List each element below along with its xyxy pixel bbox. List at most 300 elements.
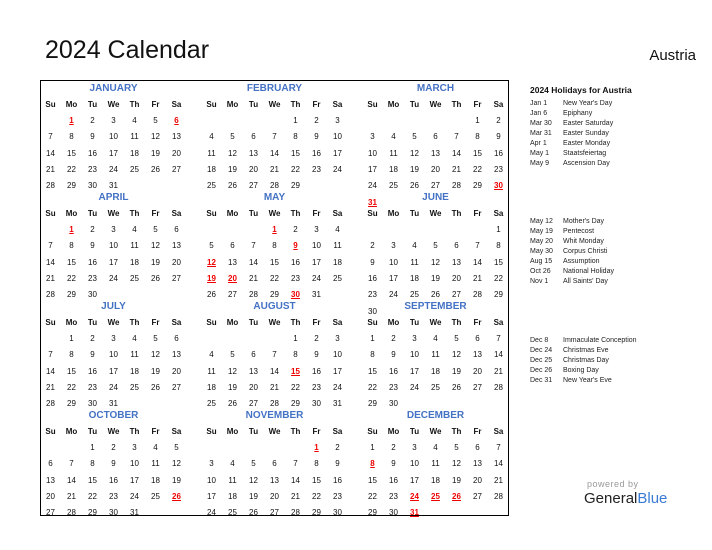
day-cell[interactable]: 5	[153, 225, 158, 234]
day-cell[interactable]: 6	[475, 334, 480, 343]
day-cell[interactable]: 21	[494, 475, 503, 485]
day-cell[interactable]: 13	[249, 366, 258, 376]
day-cell[interactable]: 7	[475, 241, 480, 251]
day-cell[interactable]: 3	[111, 334, 116, 343]
day-cell[interactable]: 7	[251, 241, 256, 251]
day-cell[interactable]: 30	[333, 508, 342, 518]
day-cell[interactable]: 9	[314, 132, 319, 142]
holiday-day[interactable]: 26	[452, 491, 461, 501]
day-cell[interactable]: 7	[272, 132, 277, 142]
day-cell[interactable]: 3	[314, 225, 319, 234]
day-cell[interactable]: 3	[132, 443, 137, 452]
day-cell[interactable]: 5	[209, 241, 214, 251]
day-cell[interactable]: 24	[333, 164, 342, 174]
day-cell[interactable]: 12	[249, 475, 258, 485]
day-cell[interactable]: 12	[452, 459, 461, 469]
day-cell[interactable]: 6	[272, 459, 277, 469]
day-cell[interactable]: 17	[389, 273, 398, 283]
day-cell[interactable]: 22	[312, 491, 321, 501]
day-cell[interactable]: 11	[389, 148, 398, 158]
day-cell[interactable]: 12	[151, 132, 160, 142]
holiday-day[interactable]: 1	[69, 225, 74, 234]
day-cell[interactable]: 25	[389, 181, 398, 191]
holiday-day[interactable]: 6	[174, 116, 179, 125]
day-cell[interactable]: 11	[207, 366, 216, 376]
day-cell[interactable]: 9	[370, 257, 375, 267]
day-cell[interactable]: 7	[293, 459, 298, 469]
day-cell[interactable]: 27	[452, 290, 461, 300]
day-cell[interactable]: 18	[130, 257, 139, 267]
day-cell[interactable]: 15	[368, 475, 377, 485]
day-cell[interactable]: 2	[370, 241, 375, 251]
day-cell[interactable]: 3	[391, 241, 396, 251]
day-cell[interactable]: 26	[249, 508, 258, 518]
day-cell[interactable]: 25	[228, 508, 237, 518]
day-cell[interactable]: 19	[410, 164, 419, 174]
day-cell[interactable]: 9	[496, 132, 501, 142]
day-cell[interactable]: 29	[291, 181, 300, 191]
day-cell[interactable]: 24	[130, 491, 139, 501]
day-cell[interactable]: 11	[333, 241, 342, 251]
day-cell[interactable]: 22	[291, 164, 300, 174]
day-cell[interactable]: 18	[389, 164, 398, 174]
day-cell[interactable]: 13	[172, 132, 181, 142]
day-cell[interactable]: 21	[270, 164, 279, 174]
day-cell[interactable]: 5	[153, 116, 158, 125]
day-cell[interactable]: 23	[333, 491, 342, 501]
day-cell[interactable]: 4	[433, 334, 438, 343]
day-cell[interactable]: 18	[207, 382, 216, 392]
day-cell[interactable]: 14	[291, 475, 300, 485]
day-cell[interactable]: 27	[228, 290, 237, 300]
day-cell[interactable]: 21	[452, 164, 461, 174]
holiday-day[interactable]: 31	[368, 197, 377, 207]
day-cell[interactable]: 11	[228, 475, 237, 485]
day-cell[interactable]: 2	[293, 225, 298, 234]
day-cell[interactable]: 4	[132, 334, 137, 343]
day-cell[interactable]: 20	[249, 164, 258, 174]
day-cell[interactable]: 24	[368, 181, 377, 191]
day-cell[interactable]: 18	[130, 366, 139, 376]
day-cell[interactable]: 21	[270, 382, 279, 392]
day-cell[interactable]: 17	[312, 257, 321, 267]
day-cell[interactable]: 5	[412, 132, 417, 142]
day-cell[interactable]: 12	[151, 350, 160, 360]
day-cell[interactable]: 8	[496, 241, 501, 251]
day-cell[interactable]: 10	[333, 350, 342, 360]
day-cell[interactable]: 23	[312, 164, 321, 174]
day-cell[interactable]: 27	[172, 164, 181, 174]
day-cell[interactable]: 27	[46, 508, 55, 518]
day-cell[interactable]: 27	[249, 399, 258, 409]
day-cell[interactable]: 13	[46, 475, 55, 485]
holiday-day[interactable]: 30	[291, 290, 300, 300]
day-cell[interactable]: 2	[391, 334, 396, 343]
day-cell[interactable]: 27	[270, 508, 279, 518]
day-cell[interactable]: 15	[494, 257, 503, 267]
day-cell[interactable]: 12	[228, 148, 237, 158]
day-cell[interactable]: 22	[494, 273, 503, 283]
day-cell[interactable]: 29	[368, 399, 377, 409]
day-cell[interactable]: 24	[333, 382, 342, 392]
day-cell[interactable]: 18	[207, 164, 216, 174]
day-cell[interactable]: 24	[410, 382, 419, 392]
day-cell[interactable]: 19	[151, 366, 160, 376]
day-cell[interactable]: 5	[454, 334, 459, 343]
day-cell[interactable]: 3	[209, 459, 214, 469]
day-cell[interactable]: 17	[109, 366, 118, 376]
day-cell[interactable]: 29	[67, 290, 76, 300]
day-cell[interactable]: 13	[172, 241, 181, 251]
day-cell[interactable]: 28	[291, 508, 300, 518]
day-cell[interactable]: 10	[410, 350, 419, 360]
day-cell[interactable]: 30	[88, 399, 97, 409]
day-cell[interactable]: 19	[452, 366, 461, 376]
day-cell[interactable]: 24	[109, 273, 118, 283]
day-cell[interactable]: 31	[109, 181, 118, 191]
day-cell[interactable]: 17	[130, 475, 139, 485]
day-cell[interactable]: 11	[130, 350, 139, 360]
day-cell[interactable]: 13	[249, 148, 258, 158]
day-cell[interactable]: 16	[494, 148, 503, 158]
day-cell[interactable]: 1	[370, 443, 375, 452]
day-cell[interactable]: 24	[109, 382, 118, 392]
holiday-day[interactable]: 9	[293, 241, 298, 251]
day-cell[interactable]: 9	[90, 132, 95, 142]
day-cell[interactable]: 7	[69, 459, 74, 469]
day-cell[interactable]: 17	[333, 366, 342, 376]
day-cell[interactable]: 12	[172, 459, 181, 469]
day-cell[interactable]: 6	[230, 241, 235, 251]
day-cell[interactable]: 20	[249, 382, 258, 392]
day-cell[interactable]: 3	[335, 116, 340, 125]
day-cell[interactable]: 28	[494, 382, 503, 392]
day-cell[interactable]: 8	[90, 459, 95, 469]
day-cell[interactable]: 20	[172, 257, 181, 267]
day-cell[interactable]: 4	[391, 132, 396, 142]
day-cell[interactable]: 15	[312, 475, 321, 485]
day-cell[interactable]: 25	[151, 491, 160, 501]
day-cell[interactable]: 15	[270, 257, 279, 267]
day-cell[interactable]: 6	[174, 225, 179, 234]
day-cell[interactable]: 1	[69, 334, 74, 343]
day-cell[interactable]: 26	[228, 181, 237, 191]
day-cell[interactable]: 21	[249, 273, 258, 283]
day-cell[interactable]: 25	[130, 164, 139, 174]
day-cell[interactable]: 25	[410, 290, 419, 300]
day-cell[interactable]: 30	[389, 399, 398, 409]
day-cell[interactable]: 14	[452, 148, 461, 158]
day-cell[interactable]: 1	[475, 116, 480, 125]
day-cell[interactable]: 10	[410, 459, 419, 469]
day-cell[interactable]: 1	[496, 225, 501, 234]
day-cell[interactable]: 22	[67, 164, 76, 174]
day-cell[interactable]: 12	[228, 366, 237, 376]
day-cell[interactable]: 10	[109, 241, 118, 251]
day-cell[interactable]: 17	[410, 475, 419, 485]
day-cell[interactable]: 8	[293, 132, 298, 142]
day-cell[interactable]: 8	[314, 459, 319, 469]
day-cell[interactable]: 20	[431, 164, 440, 174]
day-cell[interactable]: 27	[249, 181, 258, 191]
day-cell[interactable]: 30	[368, 306, 377, 316]
day-cell[interactable]: 18	[333, 257, 342, 267]
day-cell[interactable]: 18	[228, 491, 237, 501]
day-cell[interactable]: 17	[207, 491, 216, 501]
day-cell[interactable]: 4	[209, 350, 214, 360]
day-cell[interactable]: 10	[207, 475, 216, 485]
day-cell[interactable]: 12	[151, 241, 160, 251]
day-cell[interactable]: 26	[228, 399, 237, 409]
day-cell[interactable]: 26	[207, 290, 216, 300]
day-cell[interactable]: 14	[249, 257, 258, 267]
day-cell[interactable]: 13	[473, 459, 482, 469]
day-cell[interactable]: 22	[270, 273, 279, 283]
day-cell[interactable]: 9	[335, 459, 340, 469]
day-cell[interactable]: 15	[67, 148, 76, 158]
day-cell[interactable]: 11	[130, 241, 139, 251]
day-cell[interactable]: 24	[312, 273, 321, 283]
day-cell[interactable]: 9	[391, 350, 396, 360]
day-cell[interactable]: 3	[370, 132, 375, 142]
day-cell[interactable]: 8	[69, 350, 74, 360]
holiday-day[interactable]: 19	[207, 273, 216, 283]
day-cell[interactable]: 13	[172, 350, 181, 360]
day-cell[interactable]: 9	[314, 350, 319, 360]
day-cell[interactable]: 17	[333, 148, 342, 158]
day-cell[interactable]: 5	[230, 132, 235, 142]
day-cell[interactable]: 5	[433, 241, 438, 251]
day-cell[interactable]: 26	[431, 290, 440, 300]
day-cell[interactable]: 16	[88, 257, 97, 267]
day-cell[interactable]: 23	[494, 164, 503, 174]
day-cell[interactable]: 28	[249, 290, 258, 300]
day-cell[interactable]: 8	[293, 350, 298, 360]
day-cell[interactable]: 16	[312, 148, 321, 158]
day-cell[interactable]: 23	[88, 164, 97, 174]
day-cell[interactable]: 20	[270, 491, 279, 501]
holiday-day[interactable]: 1	[272, 225, 277, 234]
day-cell[interactable]: 28	[473, 290, 482, 300]
day-cell[interactable]: 29	[67, 181, 76, 191]
day-cell[interactable]: 2	[496, 116, 501, 125]
day-cell[interactable]: 10	[130, 459, 139, 469]
day-cell[interactable]: 11	[431, 350, 440, 360]
day-cell[interactable]: 11	[431, 459, 440, 469]
day-cell[interactable]: 1	[293, 116, 298, 125]
day-cell[interactable]: 5	[153, 334, 158, 343]
day-cell[interactable]: 21	[46, 164, 55, 174]
day-cell[interactable]: 23	[88, 382, 97, 392]
day-cell[interactable]: 9	[90, 241, 95, 251]
day-cell[interactable]: 28	[452, 181, 461, 191]
day-cell[interactable]: 11	[410, 257, 419, 267]
day-cell[interactable]: 11	[130, 132, 139, 142]
day-cell[interactable]: 10	[109, 132, 118, 142]
day-cell[interactable]: 28	[46, 399, 55, 409]
day-cell[interactable]: 19	[151, 148, 160, 158]
day-cell[interactable]: 30	[88, 290, 97, 300]
day-cell[interactable]: 18	[431, 475, 440, 485]
day-cell[interactable]: 11	[151, 459, 160, 469]
holiday-day[interactable]: 1	[69, 116, 74, 125]
day-cell[interactable]: 8	[475, 132, 480, 142]
day-cell[interactable]: 1	[90, 443, 95, 452]
day-cell[interactable]: 10	[333, 132, 342, 142]
day-cell[interactable]: 29	[291, 399, 300, 409]
day-cell[interactable]: 18	[151, 475, 160, 485]
day-cell[interactable]: 9	[391, 459, 396, 469]
day-cell[interactable]: 26	[452, 382, 461, 392]
day-cell[interactable]: 3	[412, 443, 417, 452]
holiday-day[interactable]: 15	[291, 366, 300, 376]
day-cell[interactable]: 31	[109, 399, 118, 409]
day-cell[interactable]: 7	[48, 350, 53, 360]
day-cell[interactable]: 20	[452, 273, 461, 283]
day-cell[interactable]: 10	[312, 241, 321, 251]
day-cell[interactable]: 8	[69, 132, 74, 142]
day-cell[interactable]: 23	[368, 290, 377, 300]
day-cell[interactable]: 14	[46, 257, 55, 267]
day-cell[interactable]: 14	[473, 257, 482, 267]
day-cell[interactable]: 26	[151, 273, 160, 283]
day-cell[interactable]: 15	[368, 366, 377, 376]
day-cell[interactable]: 28	[270, 181, 279, 191]
day-cell[interactable]: 14	[270, 148, 279, 158]
day-cell[interactable]: 25	[130, 273, 139, 283]
day-cell[interactable]: 26	[410, 181, 419, 191]
day-cell[interactable]: 25	[333, 273, 342, 283]
holiday-day[interactable]: 26	[172, 491, 181, 501]
day-cell[interactable]: 16	[88, 366, 97, 376]
day-cell[interactable]: 14	[270, 366, 279, 376]
day-cell[interactable]: 6	[475, 443, 480, 452]
day-cell[interactable]: 31	[312, 290, 321, 300]
day-cell[interactable]: 23	[109, 491, 118, 501]
day-cell[interactable]: 16	[368, 273, 377, 283]
day-cell[interactable]: 2	[314, 116, 319, 125]
day-cell[interactable]: 20	[473, 475, 482, 485]
day-cell[interactable]: 26	[151, 164, 160, 174]
day-cell[interactable]: 8	[69, 241, 74, 251]
day-cell[interactable]: 10	[109, 350, 118, 360]
day-cell[interactable]: 28	[46, 181, 55, 191]
day-cell[interactable]: 16	[389, 366, 398, 376]
day-cell[interactable]: 4	[132, 116, 137, 125]
day-cell[interactable]: 26	[151, 382, 160, 392]
day-cell[interactable]: 14	[67, 475, 76, 485]
day-cell[interactable]: 22	[67, 273, 76, 283]
day-cell[interactable]: 17	[368, 164, 377, 174]
holiday-day[interactable]: 31	[410, 508, 419, 518]
day-cell[interactable]: 14	[46, 148, 55, 158]
day-cell[interactable]: 27	[473, 491, 482, 501]
day-cell[interactable]: 6	[454, 241, 459, 251]
day-cell[interactable]: 1	[293, 334, 298, 343]
holiday-day[interactable]: 24	[410, 491, 419, 501]
day-cell[interactable]: 5	[174, 443, 179, 452]
day-cell[interactable]: 4	[209, 132, 214, 142]
day-cell[interactable]: 3	[111, 116, 116, 125]
day-cell[interactable]: 21	[291, 491, 300, 501]
day-cell[interactable]: 15	[67, 366, 76, 376]
day-cell[interactable]: 2	[391, 443, 396, 452]
day-cell[interactable]: 3	[335, 334, 340, 343]
day-cell[interactable]: 27	[172, 382, 181, 392]
holiday-day[interactable]: 25	[431, 491, 440, 501]
day-cell[interactable]: 5	[454, 443, 459, 452]
day-cell[interactable]: 4	[412, 241, 417, 251]
day-cell[interactable]: 29	[494, 290, 503, 300]
day-cell[interactable]: 4	[153, 443, 158, 452]
day-cell[interactable]: 14	[494, 350, 503, 360]
day-cell[interactable]: 7	[496, 334, 501, 343]
day-cell[interactable]: 18	[431, 366, 440, 376]
day-cell[interactable]: 3	[111, 225, 116, 234]
day-cell[interactable]: 16	[333, 475, 342, 485]
day-cell[interactable]: 21	[67, 491, 76, 501]
day-cell[interactable]: 13	[270, 475, 279, 485]
day-cell[interactable]: 2	[90, 334, 95, 343]
day-cell[interactable]: 5	[251, 459, 256, 469]
day-cell[interactable]: 4	[335, 225, 340, 234]
day-cell[interactable]: 17	[410, 366, 419, 376]
day-cell[interactable]: 7	[496, 443, 501, 452]
day-cell[interactable]: 19	[151, 257, 160, 267]
day-cell[interactable]: 19	[452, 475, 461, 485]
day-cell[interactable]: 2	[111, 443, 116, 452]
day-cell[interactable]: 25	[431, 382, 440, 392]
day-cell[interactable]: 22	[473, 164, 482, 174]
day-cell[interactable]: 28	[46, 290, 55, 300]
day-cell[interactable]: 13	[473, 350, 482, 360]
day-cell[interactable]: 18	[410, 273, 419, 283]
day-cell[interactable]: 23	[88, 273, 97, 283]
day-cell[interactable]: 21	[46, 273, 55, 283]
day-cell[interactable]: 30	[109, 508, 118, 518]
day-cell[interactable]: 22	[88, 491, 97, 501]
day-cell[interactable]: 4	[132, 225, 137, 234]
day-cell[interactable]: 22	[368, 382, 377, 392]
day-cell[interactable]: 20	[46, 491, 55, 501]
day-cell[interactable]: 9	[111, 459, 116, 469]
day-cell[interactable]: 6	[251, 132, 256, 142]
day-cell[interactable]: 23	[389, 491, 398, 501]
day-cell[interactable]: 16	[88, 148, 97, 158]
day-cell[interactable]: 27	[431, 181, 440, 191]
day-cell[interactable]: 2	[90, 225, 95, 234]
day-cell[interactable]: 25	[130, 382, 139, 392]
day-cell[interactable]: 19	[249, 491, 258, 501]
day-cell[interactable]: 13	[431, 148, 440, 158]
day-cell[interactable]: 29	[473, 181, 482, 191]
holiday-day[interactable]: 30	[494, 181, 503, 191]
day-cell[interactable]: 4	[230, 459, 235, 469]
day-cell[interactable]: 27	[473, 382, 482, 392]
day-cell[interactable]: 12	[452, 350, 461, 360]
day-cell[interactable]: 2	[90, 116, 95, 125]
day-cell[interactable]: 29	[270, 290, 279, 300]
day-cell[interactable]: 2	[335, 443, 340, 452]
day-cell[interactable]: 29	[368, 508, 377, 518]
day-cell[interactable]: 1	[370, 334, 375, 343]
day-cell[interactable]: 18	[130, 148, 139, 158]
day-cell[interactable]: 7	[454, 132, 459, 142]
day-cell[interactable]: 8	[272, 241, 277, 251]
day-cell[interactable]: 29	[312, 508, 321, 518]
day-cell[interactable]: 20	[473, 366, 482, 376]
day-cell[interactable]: 13	[452, 257, 461, 267]
